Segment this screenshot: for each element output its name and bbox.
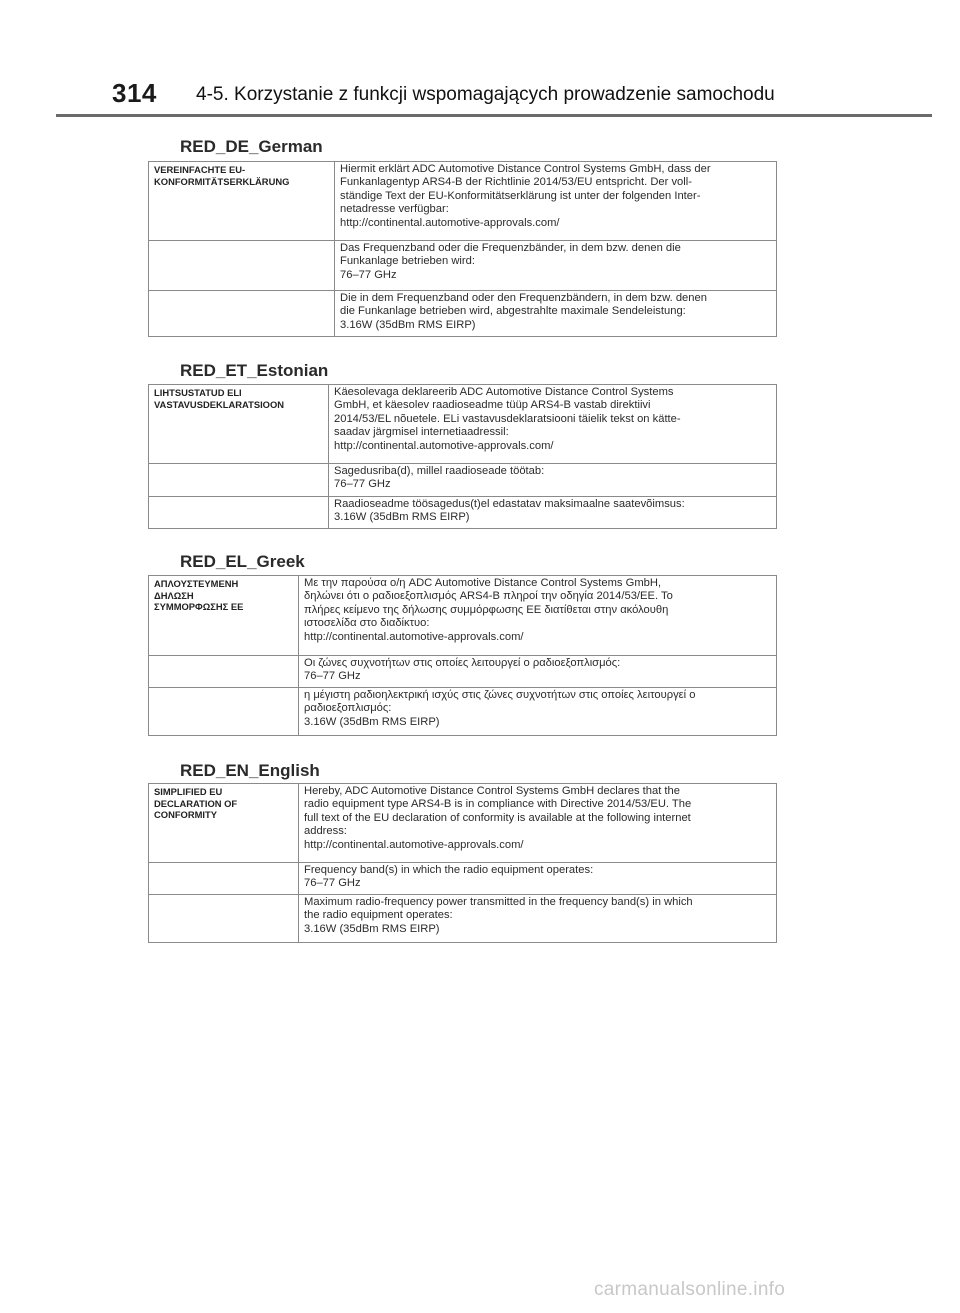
watermark-text: carmanualsonline.info (594, 1279, 786, 1300)
url-line: http://continental.automotive-approvals.com/ (304, 630, 524, 643)
table-row (149, 688, 777, 736)
empty-cell (149, 464, 329, 497)
header-divider (56, 114, 932, 117)
empty-cell (149, 241, 335, 291)
text-line: the radio equipment operates: (304, 909, 453, 922)
text-line: ιστοσελίδα στο διαδίκτυο: (304, 617, 430, 630)
text-cell (299, 656, 777, 688)
table-row (149, 385, 777, 464)
text-cell (299, 784, 777, 863)
text-line: δηλώνει ότι ο ραδιοεξοπλισμός ARS4-B πληροί την οδηγία 2014/53/ΕΕ. Το (304, 590, 673, 603)
table-row (149, 784, 777, 863)
text-line: η μέγιστη ραδιοηλεκτρική ισχύς στις ζώνες συχνοτήτων στις οποίες λειτουργεί ο (304, 689, 696, 701)
text-line: 76–77 GHz (304, 877, 361, 890)
label-line: KONFORMITÄTSERKLÄRUNG (154, 175, 290, 187)
empty-cell (149, 688, 299, 736)
declaration-table (148, 783, 777, 943)
text-line: 76–77 GHz (334, 478, 391, 491)
table-row (149, 241, 777, 291)
empty-cell (149, 863, 299, 895)
text-line: Käesolevaga deklareerib ADC Automotive Distance Control Systems (334, 386, 674, 398)
label-cell (149, 162, 335, 241)
text-line: Maximum radio-frequency power transmitted in the frequency band(s) in which (304, 896, 693, 908)
label-cell (149, 576, 299, 656)
page-number: 314 (112, 78, 157, 108)
label-line: DECLARATION OF (154, 797, 238, 809)
text-line: 3.16W (35dBm RMS EIRP) (340, 318, 476, 331)
label-line: SIMPLIFIED EU (154, 786, 223, 797)
text-line: Frequency band(s) in which the radio equipment operates: (304, 864, 594, 876)
text-line: full text of the EU declaration of conformity is available at the following internet (304, 811, 691, 824)
text-line: Hiermit erklärt ADC Automotive Distance Control Systems GmbH, dass der (340, 163, 711, 175)
label-cell (149, 784, 299, 863)
text-line: πλήρες κείμενο της δήλωσης συμμόρφωσης ΕΕ διατίθεται στην ακόλουθη (304, 603, 669, 616)
text-line: 2014/53/EL nõuetele. ELi vastavusdeklaratsiooni täielik tekst on kätte- (334, 412, 681, 425)
table-row (149, 162, 777, 241)
url-line: http://continental.automotive-approvals.com/ (304, 838, 524, 851)
text-line: 76–77 GHz (340, 268, 397, 281)
text-line: address: (304, 825, 347, 838)
empty-cell (149, 497, 329, 529)
text-line: ραδιοεξοπλισμός: (304, 702, 392, 715)
text-cell (335, 291, 777, 337)
label-line: ΑΠΛΟΥΣΤΕΥΜΕΝΗ (154, 578, 239, 589)
text-line: Με την παρούσα ο/η ADC Automotive Distance Control Systems GmbH, (304, 577, 662, 589)
text-line: Hereby, ADC Automotive Distance Control Systems GmbH declares that the (304, 785, 680, 797)
table-row (149, 291, 777, 337)
empty-cell (149, 656, 299, 688)
text-line: Funkanlagentyp ARS4-B der Richtlinie 2014/53/EU entspricht. Der voll- (340, 176, 692, 189)
text-cell (329, 464, 777, 497)
table-row (149, 497, 777, 529)
text-line: Das Frequenzband oder die Frequenzbänder, in dem bzw. denen die (340, 242, 681, 254)
table-row (149, 863, 777, 895)
text-cell (299, 688, 777, 736)
text-line: 3.16W (35dBm RMS EIRP) (304, 715, 440, 728)
text-line: saadav järgmisel internetiaadressil: (334, 426, 509, 439)
declaration-table (148, 575, 777, 736)
label-line: CONFORMITY (154, 809, 218, 820)
section-title: RED_ET_Estonian (180, 361, 329, 380)
label-line: ΣΥΜΜΟΡΦΩΣΗΣ ΕΕ (154, 601, 244, 612)
text-cell (329, 497, 777, 529)
text-line: Funkanlage betrieben wird: (340, 255, 475, 268)
page-header (0, 0, 960, 118)
text-line: netadresse verfügbar: (340, 203, 449, 216)
text-cell (299, 863, 777, 895)
section-title: RED_DE_German (180, 137, 323, 156)
text-line: radio equipment type ARS4-B is in compliance with Directive 2014/53/EU. The (304, 798, 692, 811)
text-line: ständige Text der EU-Konformitätserklärung ist unter der folgenden Inter- (340, 189, 701, 202)
text-cell (299, 895, 777, 943)
label-line: ΔΗΛΩΣΗ (154, 589, 194, 601)
section-title: RED_EN_English (180, 761, 320, 780)
table-row (149, 576, 777, 656)
empty-cell (149, 291, 335, 337)
label-cell (149, 385, 329, 464)
label-line: VEREINFACHTE EU- (154, 164, 246, 175)
empty-cell (149, 895, 299, 943)
page-title: 4-5. Korzystanie z funkcji wspomagających prowadzenie samochodu (196, 84, 775, 105)
text-line: 3.16W (35dBm RMS EIRP) (334, 511, 470, 524)
label-line: VASTAVUSDEKLARATSIOON (154, 398, 285, 410)
text-cell (335, 241, 777, 291)
text-line: Die in dem Frequenzband oder den Frequenzbändern, in dem bzw. denen (340, 292, 707, 304)
table-row (149, 656, 777, 688)
url-line: http://continental.automotive-approvals.com/ (334, 439, 554, 452)
url-line: http://continental.automotive-approvals.com/ (340, 216, 560, 229)
text-line: die Funkanlage betrieben wird, abgestrahlte maximale Sendeleistung: (340, 305, 686, 318)
text-cell (329, 385, 777, 464)
text-line: 3.16W (35dBm RMS EIRP) (304, 922, 440, 935)
text-line: Οι ζώνες συχνοτήτων στις οποίες λειτουργεί ο ραδιοεξοπλισμός: (304, 657, 621, 669)
label-line: LIHTSUSTATUD ELI (154, 387, 242, 398)
table-row (149, 895, 777, 943)
text-cell (299, 576, 777, 656)
section-title: RED_EL_Greek (180, 552, 305, 571)
text-line: 76–77 GHz (304, 670, 361, 683)
declaration-table (148, 384, 777, 529)
text-cell (335, 162, 777, 241)
declaration-table (148, 161, 777, 337)
table-row (149, 464, 777, 497)
text-line: GmbH, et käesolev raadioseadme tüüp ARS4-B vastab direktiivi (334, 399, 651, 412)
text-line: Raadioseadme töösagedus(t)el edastatav maksimaalne saatevõimsus: (334, 498, 685, 510)
text-line: Sagedusriba(d), millel raadioseade töötab: (334, 465, 545, 477)
